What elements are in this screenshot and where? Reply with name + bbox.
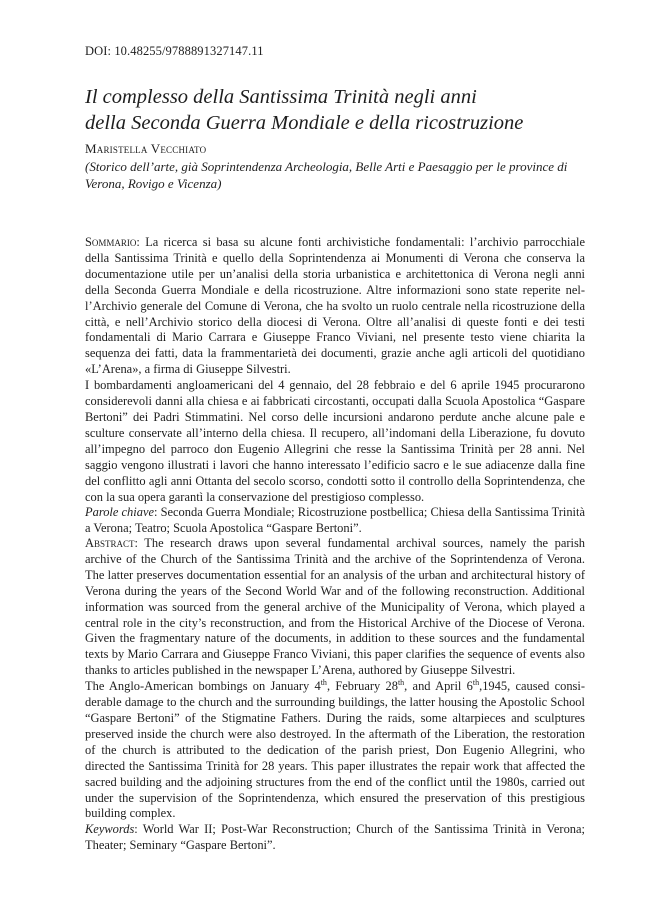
article-title xyxy=(85,84,585,136)
sommario-label: Sommario: xyxy=(85,235,140,249)
abstract-label: Abstract: xyxy=(85,536,138,550)
author-affiliation: (Storico dell’arte, già Soprintendenza Archeologia, Belle Arti e Paesaggio per le province di Verona, Rovigo e Vicenza) xyxy=(85,159,568,191)
ordinal-suffix: th xyxy=(397,678,405,688)
author-name: Maristella Vecchiato xyxy=(85,141,207,156)
sommario-paragraph-1 xyxy=(85,235,585,378)
parole-chiave-label: Parole chiave xyxy=(85,505,154,520)
english-abstract xyxy=(85,536,585,854)
italian-abstract xyxy=(85,235,585,537)
abstract-text-2a: The Anglo-American bombings on January 4 xyxy=(85,679,321,694)
doi[interactable]: DOI: 10.48255/9788891327147.11 xyxy=(85,44,264,58)
sommario-text-1: La ricerca si basa su alcune fonti archivistiche fondamentali: l’archivio parrocchiale della Santissima Trinità e quello della Soprintendenza ai Monumenti di Verona che conserva la documentazione utile per un’analisi della storia urbanistica e architettonica di Verona negli anni della Seconda Guerra Mondiale e della ricostruzione. Altre informazioni sono state reperite nell’Archivio generale del Comune di Verona, che ha svolto un ruolo centrale nella ricostruzione della città, e nell’Archivio storico della diocesi di Verona. Oltre all’analisi di queste fonti e dei testi fondamentali di Mario Carrara e Giuseppe Franco Viviani, nel presente testo viene chiarita la sequenza dei fatti, data la frammentarietà dei documenti, grazie anche agli articoli del quotidiano «L’Arena», a firma di Giuseppe Silvestri. xyxy=(85,235,585,377)
abstract-text-2d: ,1945, caused considerable damage to the church and the surrounding buildings, the latter housing the Apostolic School “Gaspare Bertoni” of the Stigmatine Fathers. During the raids, some altarpieces and sculptures preserved inside the church were also destroyed. In the aftermath of the Liberation, the restoration of the church is attributed to the dedication of the parish priest, Don Eugenio Allegrini, who directed the Santissima Trinità for 28 years. This paper illustrates the repair work that affected the sacred building and the adjoining structures from the end of the conflict until the 1980s, carried out under the supervision of the Soprintendenza, which ensured the preservation of this prestigious building complex. xyxy=(85,679,585,821)
title-line-2: della Seconda Guerra Mondiale e della ricostruzione xyxy=(85,112,524,134)
ordinal-suffix: th xyxy=(472,678,480,688)
abstract-paragraph-1 xyxy=(85,536,585,679)
keywords xyxy=(85,822,585,854)
abstract-text-2c: , and April 6 xyxy=(404,679,473,694)
abstract-paragraph-2 xyxy=(85,679,585,822)
keywords-label: Keywords xyxy=(85,822,135,837)
parole-chiave-text: : Seconda Guerra Mondiale; Ricostruzione postbellica; Chiesa della Santissima Trinità a Verona; Teatro; Scuola Apostolica “Gaspare Bertoni”. xyxy=(85,505,585,536)
abstract-text-1: The research draws upon several fundamental archival sources, namely the parish archive of the Church of the Santissima Trinità and the archive of the Soprintendenza of Verona. The latter preserves documentation essential for an analysis of the urban and architectural history of Verona during the years of the Second World War and of the following reconstruction. Additional information was sourced from the general archive of the Municipality of Verona, which played a central role in the city’s reconstruction, and from the Historical Archive of the Diocese of Verona. Given the fragmentary nature of the documents, in addition to these sources and the fundamental texts by Mario Carrara and Giuseppe Franco Viviani, this paper clarifies the sequence of events also thanks to articles published in the newspaper L’Arena, authored by Giuseppe Silvestri. xyxy=(85,536,585,678)
parole-chiave xyxy=(85,505,585,537)
sommario-paragraph-2: I bombardamenti angloamericani del 4 gennaio, del 28 febbraio e del 6 aprile 1945 procurarono considerevoli danni alla chiesa e ai fabbricati circostanti, occupati dalla Scuola Apostolica “Gaspare Bertoni” dei Padri Stimmatini. Nel corso delle incursioni andarono perdute anche alcune pale e sculture conservate all’interno della chiesa. Il recupero, all’indomani della Liberazione, fu dovuto all’impegno del parroco don Eugenio Allegrini che resse la Santissima Trinità per 28 anni. Nel saggio vengono illustrati i lavori che hanno interessato l’edificio sacro e le sue adiacenze dalla fine del conflitto agli anni Ottanta del secolo scorso, condotti sotto il controllo della Soprintendenza, che con la sua opera garantì la conservazione del prestigioso complesso. xyxy=(85,378,585,504)
keywords-text: : World War II; Post-War Reconstruction; Church of the Santissima Trinità in Verona; Theater; Seminary “Gaspare Bertoni”. xyxy=(85,822,585,853)
title-line-1: Il complesso della Santissima Trinità negli anni xyxy=(85,86,477,108)
ordinal-suffix: th xyxy=(320,678,327,688)
abstract-text-2b: , February 28 xyxy=(326,679,398,694)
